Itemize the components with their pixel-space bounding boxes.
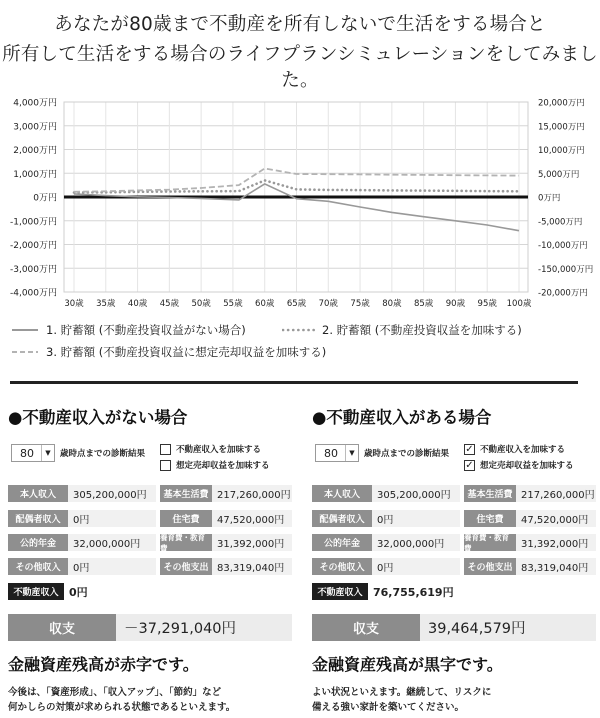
right-tick-label: -20,000万円 [538, 288, 588, 299]
checkbox-sale-income[interactable] [160, 459, 270, 471]
checkbox-label: 想定売却収益を加味する [176, 461, 270, 471]
row-living-cost [160, 485, 292, 502]
age-label: 歳時点までの診断結果 [364, 449, 450, 459]
checkbox-sale-income[interactable] [464, 459, 574, 471]
left-tick-label: -1,000万円 [9, 217, 57, 228]
row-value: 47,520,000円 [212, 510, 292, 527]
advice-line-1: 今後は、「資産形成」、「収入アップ」、「節約」など [8, 687, 222, 698]
advice-line-2: 何かしらの対策が求められる状態であるといえます。 [8, 702, 236, 713]
x-tick-label: 55歳 [223, 299, 243, 309]
row-label: 本人収入 [312, 485, 372, 502]
row-label: その他収入 [312, 558, 372, 575]
row-label: その他支出 [160, 558, 212, 575]
row-value: 83,319,040円 [516, 558, 596, 575]
right-tick-label: -5,000万円 [538, 217, 583, 228]
balance-label: 収支 [312, 614, 420, 641]
row-label: 養育費・教育費 [160, 534, 212, 551]
row-value: 217,260,000円 [516, 485, 596, 502]
row-value: 0円 [68, 558, 156, 575]
x-tick-label: 40歳 [127, 299, 148, 309]
row-spouse-income [312, 510, 460, 527]
savings-line-chart [0, 92, 600, 318]
checkbox-label: 想定売却収益を加味する [480, 461, 574, 471]
checkbox-box[interactable] [160, 460, 171, 471]
balance-value: －37,291,040円 [116, 614, 292, 641]
row-value: 83,319,040円 [212, 558, 292, 575]
x-axis-ticks [64, 298, 532, 309]
left-tick-label: 1,000万円 [13, 169, 57, 180]
chevron-down-icon: ▼ [345, 445, 358, 461]
legend-dashed-line-icon [12, 349, 40, 355]
left-axis-ticks [10, 98, 57, 299]
x-tick-label: 50歳 [191, 299, 211, 309]
row-self-income [8, 485, 156, 502]
advice-line-2: 備える強い家計を築いてください。 [312, 702, 465, 713]
row-label: 住宅費 [160, 510, 212, 527]
age-select[interactable] [11, 444, 55, 462]
row-housing-cost [160, 510, 292, 527]
row-value: 31,392,000円 [516, 534, 596, 551]
right-axis-ticks [538, 99, 593, 299]
x-tick-label: 75歳 [350, 299, 370, 309]
panel-no-rental-income [8, 396, 298, 718]
row-value: 0円 [68, 510, 156, 527]
row-label: その他支出 [464, 558, 516, 575]
conclusion-text: 金融資産残高が赤字です。 [8, 655, 199, 674]
legend-solid-line-icon [12, 327, 40, 333]
legend-item-2 [282, 322, 522, 338]
row-label: 配偶者収入 [8, 510, 68, 527]
row-housing-cost [464, 510, 596, 527]
x-tick-label: 45歳 [159, 299, 180, 309]
x-tick-label: 35歳 [96, 299, 116, 309]
left-tick-label: 2,000万円 [13, 146, 57, 156]
row-value: 305,200,000円 [68, 485, 156, 502]
row-other-income [312, 558, 460, 575]
age-select[interactable] [315, 444, 359, 462]
row-other-income [8, 558, 156, 575]
row-label: 不動産収入 [312, 583, 368, 600]
checkbox-rental-income[interactable] [464, 443, 565, 455]
row-value: 217,260,000円 [212, 485, 292, 502]
row-rental-income [8, 583, 164, 600]
x-tick-label: 90歳 [445, 299, 466, 309]
row-label: 養育費・教育費 [464, 534, 516, 551]
row-other-expense [464, 558, 596, 575]
legend-item-1 [12, 322, 246, 338]
checkbox-box[interactable] [160, 444, 171, 455]
row-value: 32,000,000円 [372, 534, 460, 551]
row-label: 不動産収入 [8, 583, 64, 600]
row-living-cost [464, 485, 596, 502]
row-value: 0円 [372, 558, 460, 575]
balance-label: 収支 [8, 614, 116, 641]
legend-dotted-line-icon [282, 327, 316, 333]
advice-line-1: よい状況といえます。継続して、リスクに [312, 687, 492, 698]
row-label: 配偶者収入 [312, 510, 372, 527]
x-tick-label: 80歳 [382, 299, 402, 309]
section-divider [10, 381, 578, 384]
left-tick-label: -2,000万円 [9, 241, 57, 251]
right-tick-label: 10,000万円 [538, 146, 585, 156]
age-select-value: 80 [324, 447, 338, 460]
balance-bar [8, 614, 292, 641]
row-self-income [312, 485, 460, 502]
row-value: 0円 [64, 583, 164, 600]
x-tick-label: 30歳 [64, 299, 84, 309]
row-spouse-income [8, 510, 156, 527]
x-tick-label: 95歳 [477, 299, 497, 309]
row-education-cost [464, 534, 596, 551]
x-tick-label: 85歳 [413, 299, 434, 309]
row-label: 基本生活費 [464, 485, 516, 502]
panel-title: ●不動産収入がある場合 [312, 408, 492, 427]
checkbox-rental-income[interactable] [160, 443, 261, 455]
row-value: 76,755,619円 [368, 583, 478, 600]
row-education-cost [160, 534, 292, 551]
row-value: 32,000,000円 [68, 534, 156, 551]
checkbox-label: 不動産収入を加味する [480, 445, 566, 455]
row-label: その他収入 [8, 558, 68, 575]
row-label: 住宅費 [464, 510, 516, 527]
row-rental-income [312, 583, 478, 600]
panel-with-rental-income [312, 396, 600, 718]
left-tick-label: 4,000万円 [13, 98, 57, 109]
x-tick-label: 65歳 [286, 299, 307, 309]
conclusion-text: 金融資産残高が黒字です。 [312, 655, 503, 674]
x-tick-label: 100歳 [506, 299, 532, 309]
right-tick-label: 5,000万円 [538, 169, 580, 180]
left-tick-label: -3,000万円 [9, 264, 57, 275]
headline-line-1: あなたが80歳まで不動産を所有しないで生活をする場合と [54, 14, 546, 35]
headline-line-2: 所有して生活をする場合のライフプランシミュレーションをしてみました。 [2, 44, 598, 91]
left-tick-label: -4,000万円 [9, 288, 57, 299]
checkmark-icon[interactable]: ✓ [465, 443, 474, 455]
row-label: 基本生活費 [160, 485, 212, 502]
right-tick-label: -10,000万円 [538, 241, 588, 251]
row-pension [8, 534, 156, 551]
left-tick-label: 0万円 [33, 193, 57, 204]
legend-item-3 [12, 344, 326, 360]
row-value: 31,392,000円 [212, 534, 292, 551]
left-tick-label: 3,000万円 [13, 122, 57, 133]
balance-bar [312, 614, 596, 641]
checkmark-icon[interactable]: ✓ [465, 459, 474, 471]
chevron-down-icon: ▼ [41, 445, 54, 461]
right-tick-label: 0万円 [538, 193, 561, 204]
balance-value: 39,464,579円 [420, 614, 596, 641]
row-value: 47,520,000円 [516, 510, 596, 527]
legend-item-1-label: 1. 貯蓄額 (不動産投資収益がない場合) [46, 323, 246, 337]
panel-title: ●不動産収入がない場合 [8, 408, 188, 427]
checkbox-label: 不動産収入を加味する [176, 445, 262, 455]
row-label: 公的年金 [312, 534, 372, 551]
right-tick-label: -150,000万円 [538, 264, 594, 275]
legend-item-3-label: 3. 貯蓄額 (不動産投資収益に想定売却収益を加味する) [46, 345, 327, 359]
row-value: 305,200,000円 [372, 485, 460, 502]
row-label: 公的年金 [8, 534, 68, 551]
row-value: 0円 [372, 510, 460, 527]
age-label: 歳時点までの診断結果 [60, 449, 146, 459]
row-pension [312, 534, 460, 551]
right-tick-label: 15,000万円 [538, 122, 585, 133]
x-tick-label: 70歳 [318, 299, 338, 309]
row-label: 本人収入 [8, 485, 68, 502]
row-other-expense [160, 558, 292, 575]
age-select-value: 80 [20, 447, 34, 460]
x-tick-label: 60歳 [255, 299, 275, 309]
right-tick-label: 20,000万円 [538, 98, 585, 109]
legend-item-2-label: 2. 貯蓄額 (不動産投資収益を加味する) [322, 323, 522, 337]
